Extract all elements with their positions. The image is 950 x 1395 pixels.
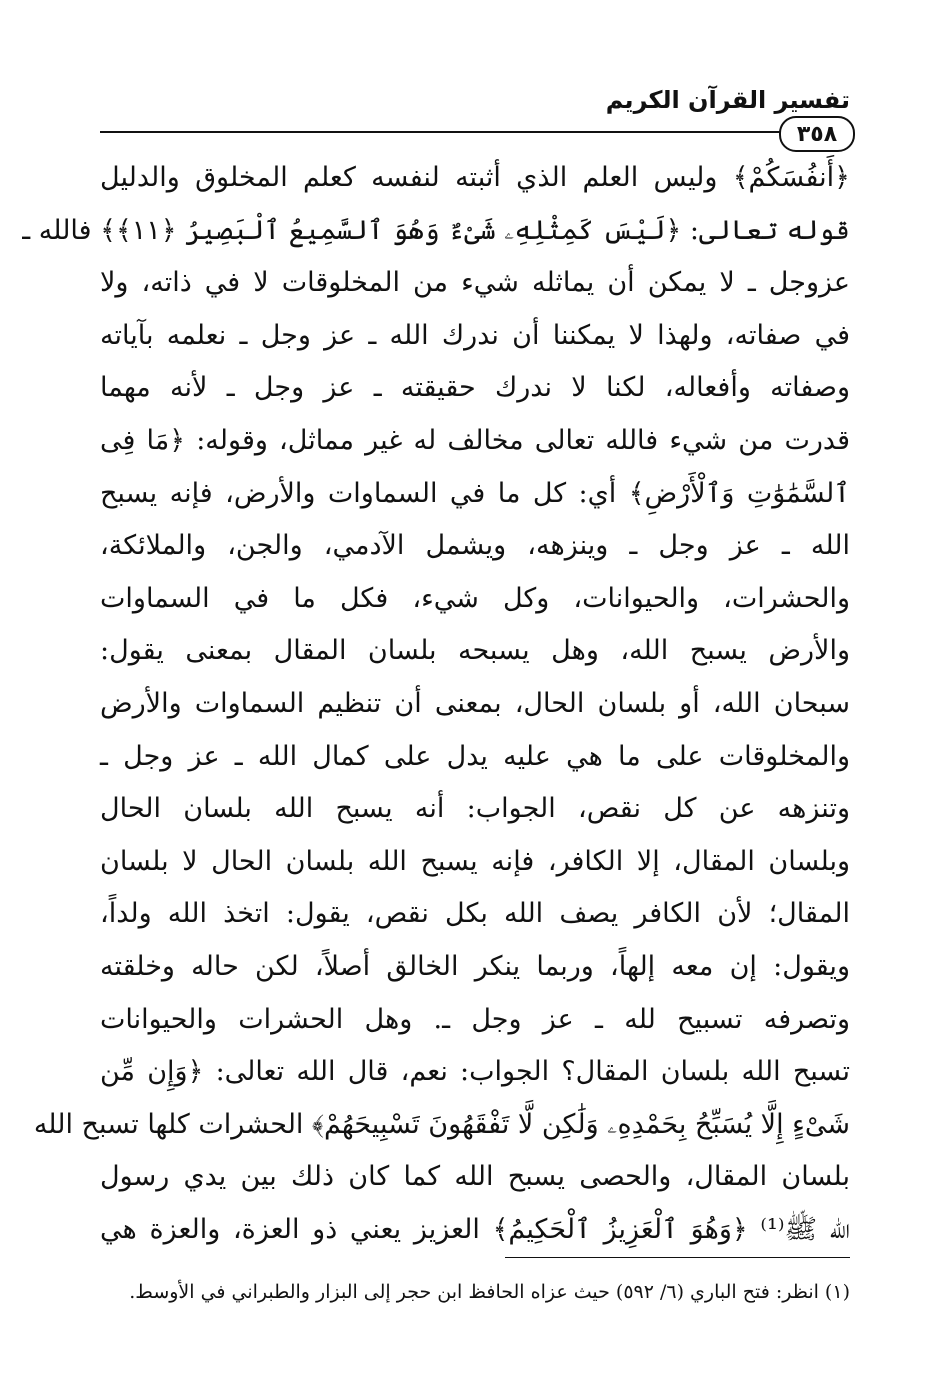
page-number-badge: ٣٥٨ (779, 116, 855, 152)
text-line: والأرض يسبح الله، وهل يسبحه بلسان المقال بمعنى يقول: (100, 635, 850, 667)
text-line: قوله تعالى: ﴿لَيْسَ كَمِثْلِهِۦ شَىْءٌ وَهُوَ ٱلسَّمِيعُ ٱلْبَصِيرُ ﴿١١﴾﴾ فالله ـ (22, 214, 850, 246)
text-line: قدرت من شيء فالله تعالى مخالف له غير مماثل، وقوله: ﴿مَا فِى (100, 424, 850, 456)
text-line: عزوجل ـ لا يمكن أن يماثله شيء من المخلوقات لا في ذاته، ولا (100, 267, 850, 299)
text-line: وصفاته وأفعاله، لكنا لا ندرك حقيقته ـ عز وجل ـ لأنه مهما (100, 372, 850, 404)
text-line: الله ﷺ⁽¹⁾ ﴿وَهُوَ ٱلْعَزِيزُ ٱلْحَكِيمُ﴾ العزيز يعني ذو العزة، والعزة هي (100, 1213, 850, 1245)
text-line: الله ـ عز وجل ـ وينزهه، ويشمل الآدمي، والجن، والملائكة، (100, 530, 850, 562)
footnote-rule (505, 1257, 850, 1258)
text-line: المقال؛ لأن الكافر يصف الله بكل نقص، يقول: اتخذ الله ولداً، (100, 898, 850, 930)
body-text (22, 152, 850, 1256)
text-line: والحشرات، والحيوانات، وكل شيء، فكل ما في السماوات (100, 582, 850, 614)
text-line: ويقول: إن معه إلهاً، وربما ينكر الخالق أصلاً، لكن حاله وخلقته (100, 950, 850, 982)
text-line: وتنزهه عن كل نقص، الجواب: أنه يسبح الله بلسان الحال (100, 793, 850, 825)
text-line: بلسان المقال، والحصى يسبح الله كما كان ذلك بين يدي رسول (100, 1161, 850, 1193)
text-line: ٱلسَّمَٰوَٰتِ وَٱلْأَرْضِ﴾ أي: كل ما في السماوات والأرض، فإنه يسبح (100, 477, 850, 509)
running-header-title: تفسير القرآن الكريم (605, 86, 850, 114)
text-line: في صفاته، ولهذا لا يمكننا أن ندرك الله ـ عز وجل ـ نعلمه بآياته (100, 319, 850, 351)
text-line: تسبح الله بلسان المقال؟ الجواب: نعم، قال الله تعالى: ﴿وَإِن مِّن (100, 1056, 850, 1088)
text-line: وبلسان المقال، إلا الكافر، فإنه يسبح الله بلسان الحال لا بلسان (100, 845, 850, 877)
text-line: سبحان الله، أو بلسان الحال، بمعنى أن تنظيم السماوات والأرض (100, 687, 850, 719)
text-line: شَىْءٍ إِلَّا يُسَبِّحُ بِحَمْدِهِۦ وَلَٰكِن لَّا تَفْقَهُونَ تَسْبِيحَهُمْ﴾ الحشرات كلها تسبح الله (33, 1108, 850, 1140)
text-line: وتصرفه تسبيح لله ـ عز وجل ـ. وهل الحشرات والحيوانات (100, 1003, 850, 1035)
header-rule (100, 131, 780, 133)
text-line: ﴿أَنفُسَكُمْ﴾ وليس العلم الذي أثبته لنفسه كعلم المخلوق والدليل (100, 162, 850, 193)
footnote: (١) انظر: فتح الباري (٦/ ٥٩٢) حيث عزاه الحافظ ابن حجر إلى البزار والطبراني في الأوسط. (129, 1281, 850, 1303)
text-line: والمخلوقات على ما هي عليه يدل على كمال الله ـ عز وجل ـ (100, 740, 850, 772)
